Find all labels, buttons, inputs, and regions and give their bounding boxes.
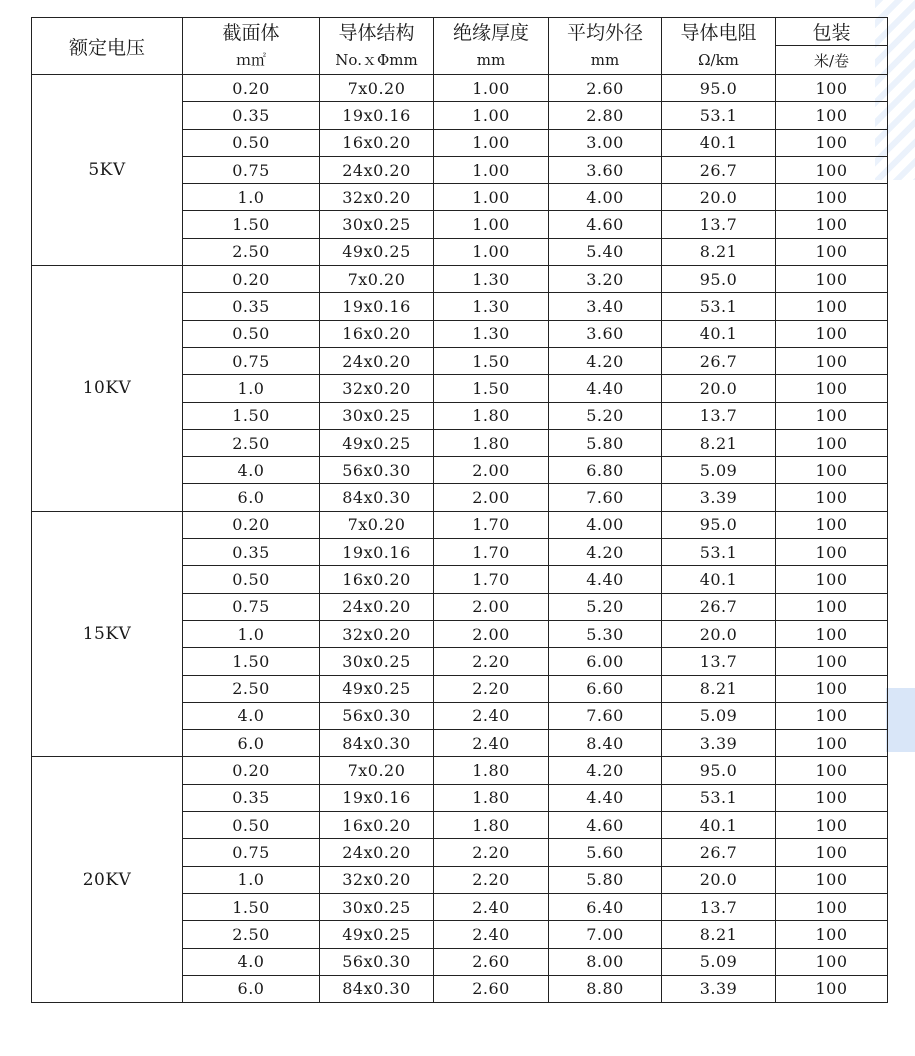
cell-structure: 49x0.25 [320, 429, 434, 456]
cell-insulation: 1.80 [434, 812, 549, 839]
cell-diameter: 8.80 [549, 975, 662, 1002]
unit-packing: 米/卷 [776, 46, 888, 75]
cell-resistance: 95.0 [662, 757, 776, 784]
header-structure: 导体结构 [320, 18, 434, 46]
cell-structure: 56x0.30 [320, 457, 434, 484]
cell-insulation: 1.00 [434, 75, 549, 102]
cell-insulation: 2.00 [434, 484, 549, 511]
cell-area: 0.75 [183, 156, 320, 183]
cell-packing: 100 [776, 102, 888, 129]
cell-structure: 30x0.25 [320, 648, 434, 675]
cell-resistance: 53.1 [662, 102, 776, 129]
cell-insulation: 2.00 [434, 620, 549, 647]
cell-insulation: 1.00 [434, 129, 549, 156]
cell-structure: 32x0.20 [320, 620, 434, 647]
cell-area: 2.50 [183, 675, 320, 702]
cell-area: 6.0 [183, 730, 320, 757]
cell-diameter: 3.40 [549, 293, 662, 320]
cell-voltage: 20KV [32, 757, 183, 1003]
cell-resistance: 26.7 [662, 347, 776, 374]
cell-area: 1.0 [183, 184, 320, 211]
cell-resistance: 13.7 [662, 402, 776, 429]
cell-diameter: 4.60 [549, 812, 662, 839]
cell-insulation: 1.00 [434, 184, 549, 211]
cell-insulation: 2.00 [434, 593, 549, 620]
cell-insulation: 2.20 [434, 675, 549, 702]
cell-insulation: 2.60 [434, 948, 549, 975]
cell-resistance: 95.0 [662, 266, 776, 293]
cell-packing: 100 [776, 866, 888, 893]
cell-area: 0.50 [183, 566, 320, 593]
cell-structure: 19x0.16 [320, 539, 434, 566]
cell-diameter: 4.40 [549, 566, 662, 593]
cell-diameter: 4.00 [549, 184, 662, 211]
cell-structure: 19x0.16 [320, 102, 434, 129]
cell-area: 0.75 [183, 839, 320, 866]
cell-packing: 100 [776, 238, 888, 265]
table-row [32, 266, 888, 293]
cell-voltage: 15KV [32, 511, 183, 757]
cell-structure: 7x0.20 [320, 266, 434, 293]
cell-structure: 24x0.20 [320, 156, 434, 183]
cell-area: 0.50 [183, 320, 320, 347]
cell-diameter: 6.80 [549, 457, 662, 484]
cell-insulation: 2.20 [434, 648, 549, 675]
cell-diameter: 4.00 [549, 511, 662, 538]
cell-packing: 100 [776, 457, 888, 484]
cell-resistance: 20.0 [662, 375, 776, 402]
cell-resistance: 8.21 [662, 238, 776, 265]
table-row [32, 757, 888, 784]
cell-diameter: 5.80 [549, 866, 662, 893]
cell-diameter: 5.60 [549, 839, 662, 866]
cell-diameter: 4.40 [549, 784, 662, 811]
cell-resistance: 13.7 [662, 211, 776, 238]
cell-packing: 100 [776, 484, 888, 511]
cell-area: 2.50 [183, 238, 320, 265]
unit-structure: No.ｘΦmm [320, 46, 434, 75]
cell-resistance: 40.1 [662, 129, 776, 156]
table-row [32, 511, 888, 538]
cell-diameter: 6.60 [549, 675, 662, 702]
table-body [32, 75, 888, 1003]
cell-packing: 100 [776, 784, 888, 811]
cell-insulation: 2.40 [434, 893, 549, 920]
cell-area: 0.35 [183, 784, 320, 811]
cable-spec-table [31, 17, 888, 1003]
cell-packing: 100 [776, 539, 888, 566]
cell-area: 1.0 [183, 375, 320, 402]
cell-structure: 30x0.25 [320, 211, 434, 238]
background-tab-decoration [886, 688, 915, 752]
cell-resistance: 95.0 [662, 75, 776, 102]
cell-packing: 100 [776, 648, 888, 675]
cell-packing: 100 [776, 156, 888, 183]
cell-structure: 24x0.20 [320, 347, 434, 374]
unit-resistance: Ω/km [662, 46, 776, 75]
cell-insulation: 2.40 [434, 702, 549, 729]
cell-resistance: 8.21 [662, 429, 776, 456]
cell-area: 4.0 [183, 457, 320, 484]
cell-structure: 49x0.25 [320, 238, 434, 265]
cell-area: 0.35 [183, 293, 320, 320]
cell-structure: 24x0.20 [320, 839, 434, 866]
cell-insulation: 1.80 [434, 429, 549, 456]
cell-resistance: 13.7 [662, 648, 776, 675]
cell-area: 0.35 [183, 539, 320, 566]
cell-resistance: 5.09 [662, 948, 776, 975]
cell-area: 1.50 [183, 893, 320, 920]
cell-packing: 100 [776, 211, 888, 238]
cell-resistance: 20.0 [662, 184, 776, 211]
cell-diameter: 6.40 [549, 893, 662, 920]
cell-diameter: 3.60 [549, 320, 662, 347]
cell-area: 4.0 [183, 948, 320, 975]
cell-diameter: 8.00 [549, 948, 662, 975]
header-resistance: 导体电阻 [662, 18, 776, 46]
cell-voltage: 5KV [32, 75, 183, 266]
table-row [32, 75, 888, 102]
cell-packing: 100 [776, 839, 888, 866]
cell-diameter: 2.80 [549, 102, 662, 129]
cell-packing: 100 [776, 320, 888, 347]
cell-packing: 100 [776, 730, 888, 757]
cell-structure: 30x0.25 [320, 402, 434, 429]
cell-packing: 100 [776, 620, 888, 647]
cell-packing: 100 [776, 293, 888, 320]
cell-diameter: 5.80 [549, 429, 662, 456]
cell-structure: 24x0.20 [320, 593, 434, 620]
cell-packing: 100 [776, 347, 888, 374]
cell-diameter: 4.20 [549, 539, 662, 566]
cell-packing: 100 [776, 893, 888, 920]
header-packing: 包装 [776, 18, 888, 46]
cell-resistance: 40.1 [662, 812, 776, 839]
unit-insulation: mm [434, 46, 549, 75]
cell-structure: 32x0.20 [320, 184, 434, 211]
cell-diameter: 7.60 [549, 484, 662, 511]
cell-resistance: 13.7 [662, 893, 776, 920]
cell-resistance: 26.7 [662, 839, 776, 866]
cell-area: 0.20 [183, 757, 320, 784]
cell-packing: 100 [776, 402, 888, 429]
cell-insulation: 1.50 [434, 347, 549, 374]
cell-packing: 100 [776, 593, 888, 620]
cell-insulation: 1.70 [434, 511, 549, 538]
cell-resistance: 40.1 [662, 566, 776, 593]
cell-area: 0.75 [183, 347, 320, 374]
cell-structure: 7x0.20 [320, 757, 434, 784]
cell-structure: 32x0.20 [320, 866, 434, 893]
cell-area: 0.50 [183, 129, 320, 156]
cell-insulation: 1.30 [434, 266, 549, 293]
cell-structure: 16x0.20 [320, 320, 434, 347]
header-diameter: 平均外径 [549, 18, 662, 46]
cell-packing: 100 [776, 812, 888, 839]
cell-area: 0.20 [183, 75, 320, 102]
cell-area: 1.50 [183, 648, 320, 675]
cell-area: 0.20 [183, 511, 320, 538]
cell-diameter: 5.20 [549, 593, 662, 620]
cell-area: 0.35 [183, 102, 320, 129]
cell-structure: 56x0.30 [320, 702, 434, 729]
cell-voltage: 10KV [32, 266, 183, 512]
cell-resistance: 26.7 [662, 156, 776, 183]
cell-resistance: 26.7 [662, 593, 776, 620]
cell-insulation: 2.40 [434, 730, 549, 757]
cell-structure: 84x0.30 [320, 975, 434, 1002]
header-insulation: 绝缘厚度 [434, 18, 549, 46]
cell-diameter: 3.20 [549, 266, 662, 293]
cell-packing: 100 [776, 266, 888, 293]
cell-resistance: 53.1 [662, 539, 776, 566]
cell-diameter: 7.60 [549, 702, 662, 729]
cell-insulation: 1.00 [434, 156, 549, 183]
cell-insulation: 1.30 [434, 293, 549, 320]
cell-diameter: 4.20 [549, 347, 662, 374]
cell-resistance: 8.21 [662, 675, 776, 702]
cell-area: 2.50 [183, 921, 320, 948]
cell-structure: 7x0.20 [320, 75, 434, 102]
cell-packing: 100 [776, 375, 888, 402]
cell-area: 6.0 [183, 975, 320, 1002]
cell-structure: 49x0.25 [320, 675, 434, 702]
cell-area: 1.0 [183, 866, 320, 893]
cell-diameter: 4.40 [549, 375, 662, 402]
cell-area: 1.50 [183, 402, 320, 429]
cell-structure: 84x0.30 [320, 730, 434, 757]
cell-area: 4.0 [183, 702, 320, 729]
cell-area: 1.50 [183, 211, 320, 238]
cell-insulation: 2.20 [434, 839, 549, 866]
cell-resistance: 3.39 [662, 975, 776, 1002]
cell-structure: 84x0.30 [320, 484, 434, 511]
cell-area: 0.50 [183, 812, 320, 839]
cell-resistance: 3.39 [662, 484, 776, 511]
cell-structure: 19x0.16 [320, 293, 434, 320]
cell-structure: 16x0.20 [320, 812, 434, 839]
cell-insulation: 1.70 [434, 539, 549, 566]
cell-diameter: 5.30 [549, 620, 662, 647]
cell-area: 6.0 [183, 484, 320, 511]
cell-structure: 32x0.20 [320, 375, 434, 402]
cell-structure: 56x0.30 [320, 948, 434, 975]
cell-packing: 100 [776, 948, 888, 975]
header-row-titles [32, 18, 888, 46]
cell-resistance: 53.1 [662, 293, 776, 320]
cell-area: 2.50 [183, 429, 320, 456]
cell-resistance: 5.09 [662, 457, 776, 484]
cell-diameter: 4.20 [549, 757, 662, 784]
cell-insulation: 1.00 [434, 238, 549, 265]
cell-diameter: 3.60 [549, 156, 662, 183]
cell-resistance: 20.0 [662, 866, 776, 893]
cell-diameter: 3.00 [549, 129, 662, 156]
cell-structure: 16x0.20 [320, 129, 434, 156]
cell-diameter: 4.60 [549, 211, 662, 238]
cell-packing: 100 [776, 921, 888, 948]
cell-insulation: 1.00 [434, 102, 549, 129]
cell-insulation: 1.80 [434, 757, 549, 784]
cell-area: 1.0 [183, 620, 320, 647]
cell-resistance: 95.0 [662, 511, 776, 538]
cell-resistance: 5.09 [662, 702, 776, 729]
cell-structure: 49x0.25 [320, 921, 434, 948]
cell-diameter: 2.60 [549, 75, 662, 102]
cell-packing: 100 [776, 429, 888, 456]
cell-insulation: 2.00 [434, 457, 549, 484]
cell-resistance: 53.1 [662, 784, 776, 811]
cell-insulation: 1.30 [434, 320, 549, 347]
cell-insulation: 1.80 [434, 784, 549, 811]
cell-packing: 100 [776, 702, 888, 729]
cell-resistance: 40.1 [662, 320, 776, 347]
cell-packing: 100 [776, 675, 888, 702]
cell-insulation: 2.20 [434, 866, 549, 893]
unit-area: ｍ㎡ [183, 46, 320, 75]
header-voltage: 额定电压 [32, 18, 183, 75]
cell-packing: 100 [776, 184, 888, 211]
cell-resistance: 8.21 [662, 921, 776, 948]
cell-diameter: 8.40 [549, 730, 662, 757]
cell-packing: 100 [776, 757, 888, 784]
header-area: 截面体 [183, 18, 320, 46]
cell-packing: 100 [776, 75, 888, 102]
cell-structure: 16x0.20 [320, 566, 434, 593]
cell-insulation: 1.00 [434, 211, 549, 238]
cell-diameter: 7.00 [549, 921, 662, 948]
cell-insulation: 2.40 [434, 921, 549, 948]
cell-packing: 100 [776, 566, 888, 593]
cell-structure: 30x0.25 [320, 893, 434, 920]
cell-diameter: 6.00 [549, 648, 662, 675]
cell-insulation: 1.50 [434, 375, 549, 402]
cell-resistance: 20.0 [662, 620, 776, 647]
cell-diameter: 5.40 [549, 238, 662, 265]
cell-structure: 7x0.20 [320, 511, 434, 538]
unit-diameter: mm [549, 46, 662, 75]
cell-insulation: 1.70 [434, 566, 549, 593]
cell-insulation: 2.60 [434, 975, 549, 1002]
cell-packing: 100 [776, 511, 888, 538]
cell-area: 0.75 [183, 593, 320, 620]
cell-packing: 100 [776, 129, 888, 156]
cell-resistance: 3.39 [662, 730, 776, 757]
table-header [32, 18, 888, 75]
cell-area: 0.20 [183, 266, 320, 293]
cell-structure: 19x0.16 [320, 784, 434, 811]
cell-insulation: 1.80 [434, 402, 549, 429]
cell-diameter: 5.20 [549, 402, 662, 429]
cell-packing: 100 [776, 975, 888, 1002]
